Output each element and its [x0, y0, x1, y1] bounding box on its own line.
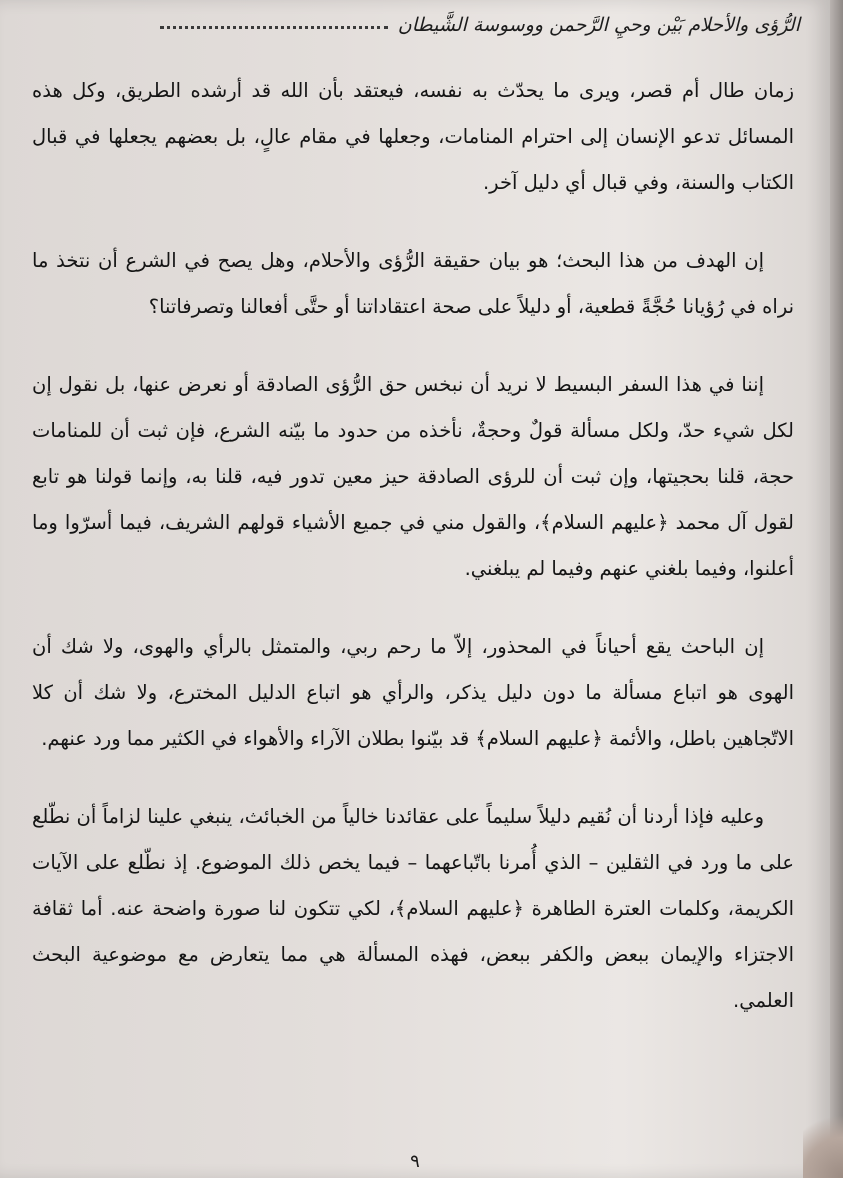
paragraph-3: إننا في هذا السفر البسيط لا نريد أن نبخس حق الرُّؤى الصادقة أو نعرض عنها، بل نقول إن لكل شيء حدّ، ولكل مسألة قولٌ وحجةٌ، نأخذه من حدود ما بيّنه الشرع، فإن ثبت أن للمنامات حجة، قلنا بحجيتها، وإن ثبت أن للرؤى الصادقة حيز معين تدور فيه، قلنا به، وإنما قولنا هو تابع لقول آل محمد ﴿عليهم السلام﴾، والقول مني في جميع الأشياء قولهم الشريف، فيما أسرّوا وما أعلنوا، وفيما بلغني عنهم وفيما لم يبلغني. — [32, 373, 794, 580]
running-header — [160, 6, 800, 44]
page-edge — [830, 0, 843, 1178]
header-dotted-rule — [160, 26, 388, 29]
thumb — [803, 1098, 843, 1178]
paragraph-4: إن الباحث يقع أحياناً في المحذور، إلاّ ما رحم ربي، والمتمثل بالرأي والهوى، ولا شك أن الهوى هو اتباع مسألة ما دون دليل يذكر، والرأي هو اتباع الدليل المخترع، ولا شك أن كلا الاتّجاهين باطل، والأئمة ﴿عليهم السلام﴾ قد بيّنوا بطلان الآراء والأهواء في الكثير مما ورد عنهم. — [32, 635, 794, 750]
page-number: ٩ — [410, 1151, 420, 1172]
paragraph-1: زمان طال أم قصر، ويرى ما يحدّث به نفسه، فيعتقد بأن الله قد أرشده الطريق، وكل هذه المسائل تدعو الإنسان إلى احترام المنامات، وجعلها في مقام عالٍ، بل بعضهم يجعلها في قبال الكتاب والسنة، وفي قبال أي دليل آخر. — [32, 79, 794, 194]
paragraph-5: وعليه فإذا أردنا أن نُقيم دليلاً سليماً على عقائدنا خالياً من الخبائث، ينبغي علينا لزاماً أن نطّلع على ما ورد في الثقلين – الذي أُمرنا باتّباعهما – فيما يخص ذلك الموضوع. إذ نطّلع على الآيات الكريمة، وكلمات العترة الطاهرة ﴿عليهم السلام﴾، لكي تتكون لنا صورة واضحة عنه. أما ثقافة الاجتزاء والإيمان ببعض والكفر ببعض، فهذه المسألة هي مما يتعارض مع موضوعية البحث العلمي. — [32, 805, 794, 1012]
body-text — [32, 68, 794, 1056]
paragraph-2: إن الهدف من هذا البحث؛ هو بيان حقيقة الرُّؤى والأحلام، وهل يصح في الشرع أن نتخذ ما نراه في رُؤيانا حُجَّةً قطعية، أو دليلاً على صحة اعتقاداتنا أو حتَّى أفعالنا وتصرفاتنا؟ — [32, 249, 794, 318]
header-title: الرُّؤى والأحلام بَيْن وحيِ الرَّحمن ووسوسة الشَّيطان — [397, 14, 800, 36]
